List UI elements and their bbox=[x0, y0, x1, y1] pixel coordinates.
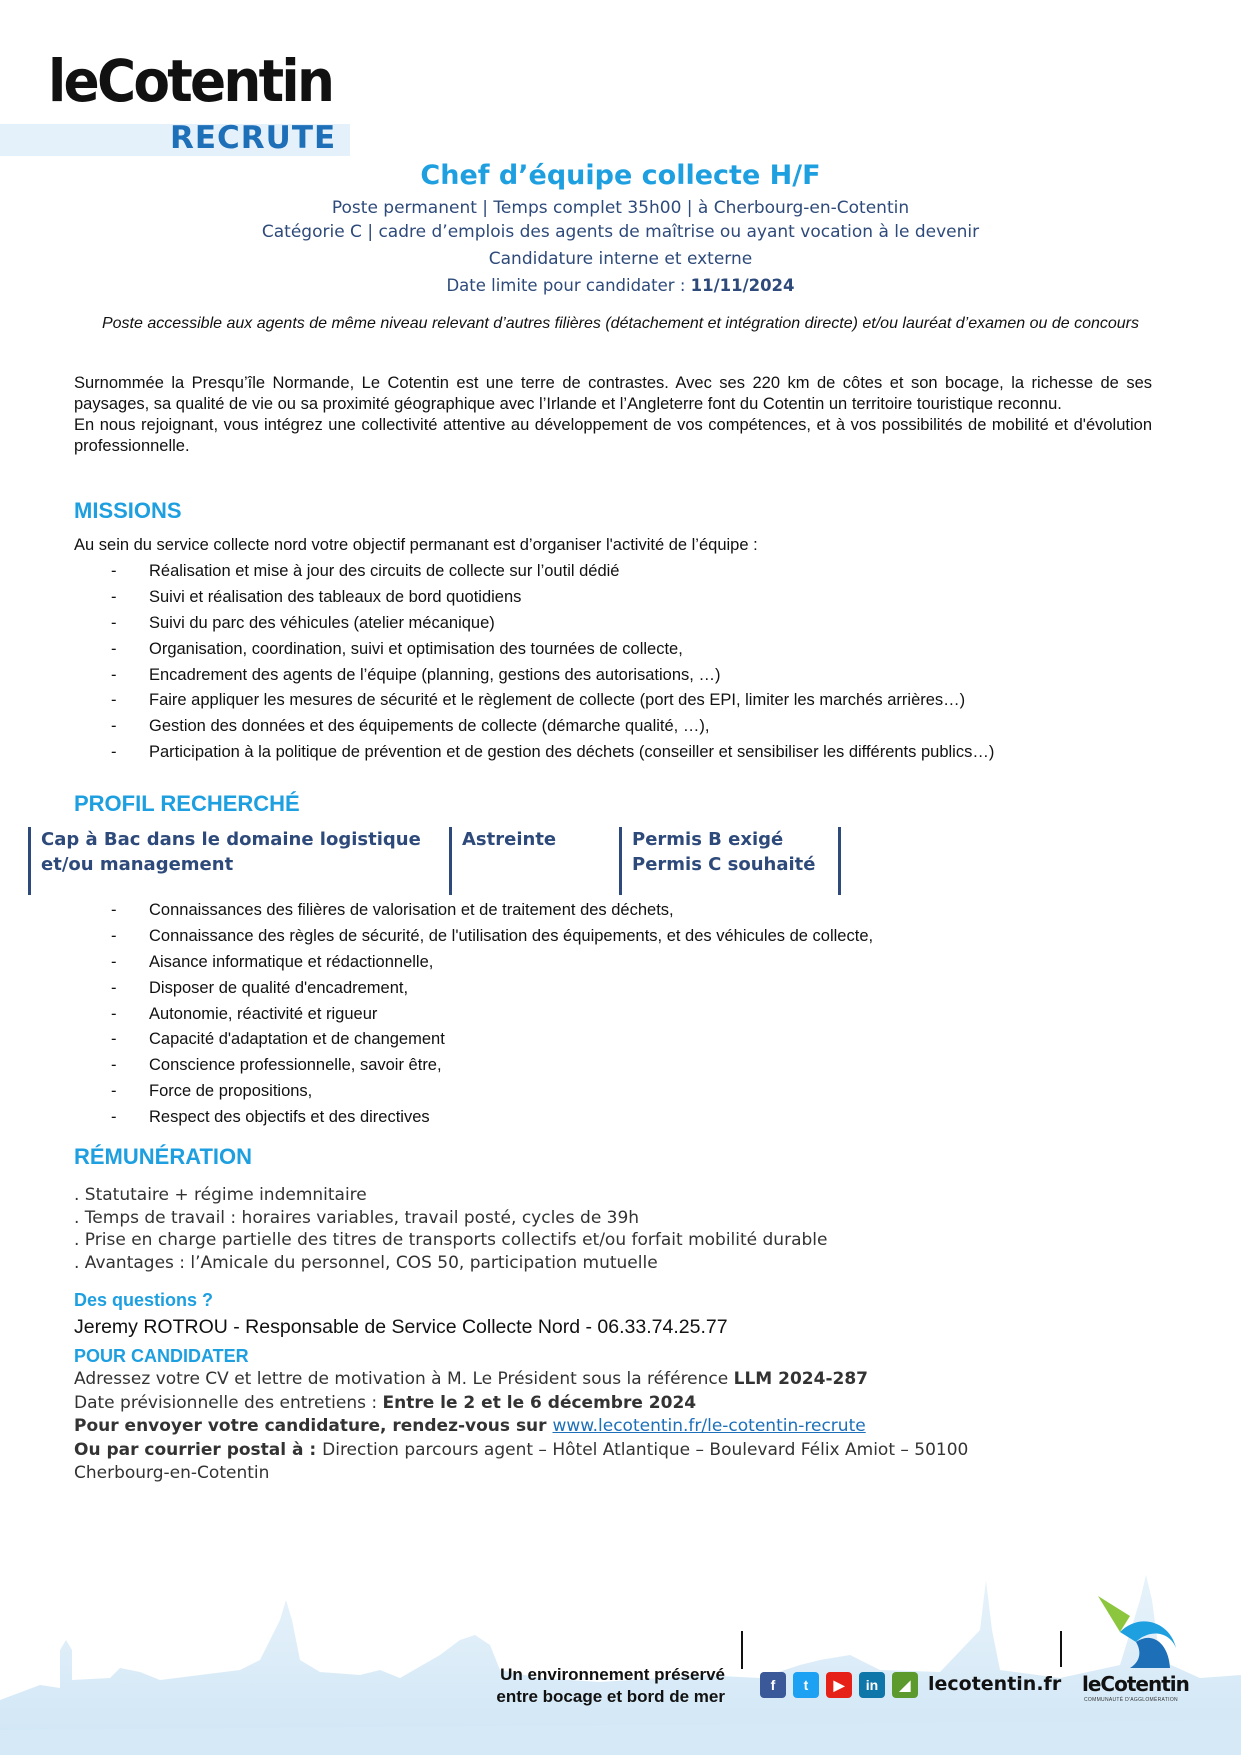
footer-site[interactable]: lecotentin.fr bbox=[928, 1673, 1062, 1695]
profil-box-astreinte bbox=[449, 827, 622, 895]
twitter-icon[interactable]: t bbox=[793, 1672, 819, 1698]
profil-list bbox=[111, 898, 873, 1131]
job-contract-line: Poste permanent | Temps complet 35h00 | à Cherbourg-en-Cotentin bbox=[331, 198, 910, 218]
postal-address: Direction parcours agent – Hôtel Atlantique – Boulevard Félix Amiot – 50100 bbox=[322, 1439, 969, 1460]
list-item: - Connaissances des filières de valorisation et de traitement des déchets, bbox=[111, 898, 873, 924]
linkedin-icon[interactable]: in bbox=[859, 1672, 885, 1698]
youtube-icon[interactable]: ▶ bbox=[826, 1672, 852, 1698]
apply-block bbox=[74, 1368, 1074, 1486]
job-deadline-line bbox=[0, 276, 1241, 295]
facebook-icon[interactable]: f bbox=[760, 1672, 786, 1698]
access-note: Poste accessible aux agents de même niveau relevant d’autres filières (détachement et intégration directe) et/ou lauréat d’examen ou de concours bbox=[101, 315, 1140, 332]
list-item: - Capacité d'adaptation et de changement bbox=[111, 1027, 873, 1053]
tagline-line: Un environnement préservé bbox=[500, 1665, 725, 1684]
list-item: - Autonomie, réactivité et rigueur bbox=[111, 1002, 873, 1028]
list-item: - Gestion des données et des équipements de collecte (démarche qualité, …), bbox=[111, 714, 994, 740]
list-item: - Suivi du parc des véhicules (atelier mécanique) bbox=[111, 611, 994, 637]
list-item: - Conscience professionnelle, savoir être, bbox=[111, 1053, 873, 1079]
footer-divider bbox=[741, 1631, 743, 1669]
deadline-date: 11/11/2024 bbox=[690, 276, 795, 295]
list-item: - Respect des objectifs et des directives bbox=[111, 1105, 873, 1131]
logo-lecotentin: leCotentin bbox=[48, 47, 333, 115]
list-item: - Réalisation et mise à jour des circuits de collecte sur l’outil dédié bbox=[111, 559, 994, 585]
list-item: - Disposer de qualité d'encadrement, bbox=[111, 976, 873, 1002]
apply-reference: LLM 2024-287 bbox=[733, 1369, 868, 1389]
apply-text: Ou par courrier postal à : bbox=[74, 1439, 323, 1460]
apply-line bbox=[74, 1392, 1074, 1416]
list-item: - Force de propositions, bbox=[111, 1079, 873, 1105]
apply-heading: POUR CANDIDATER bbox=[74, 1346, 249, 1366]
job-category-line: Catégorie C | cadre d’emplois des agents de maîtrise ou ayant vocation à le devenir bbox=[261, 222, 980, 242]
tagline-line: entre bocage et bord de mer bbox=[496, 1687, 725, 1706]
apply-text: Adressez votre CV et lettre de motivation à M. Le Président sous la référence bbox=[74, 1369, 734, 1389]
postal-address-city: Cherbourg-en-Cotentin bbox=[74, 1463, 270, 1483]
remuneration-line: . Temps de travail : horaires variables, travail posté, cycles de 39h bbox=[74, 1207, 640, 1228]
remuneration-line: . Avantages : l’Amicale du personnel, COS 50, participation mutuelle bbox=[74, 1252, 658, 1273]
missions-lead: Au sein du service collecte nord votre objectif permanant est d’organiser l'activité de l’équipe : bbox=[74, 536, 758, 554]
apply-line bbox=[74, 1462, 1074, 1486]
list-item: - Aisance informatique et rédactionnelle, bbox=[111, 950, 873, 976]
remuneration-line: . Statutaire + régime indemnitaire bbox=[74, 1185, 367, 1205]
profil-box-line: Permis C souhaité bbox=[632, 854, 816, 875]
job-title: Chef d’équipe collecte H/F bbox=[420, 160, 821, 191]
remuneration-list bbox=[74, 1184, 827, 1274]
missions-heading: MISSIONS bbox=[74, 498, 182, 523]
apply-line bbox=[74, 1415, 1074, 1439]
apply-line bbox=[74, 1368, 1074, 1392]
list-item: - Encadrement des agents de l’équipe (planning, gestions des autorisations, …) bbox=[111, 663, 994, 689]
remuneration-line: . Prise en charge partielle des titres de transports collectifs et/ou forfait mobilité durable bbox=[74, 1230, 828, 1250]
missions-list bbox=[111, 559, 994, 766]
profil-box-line: Astreinte bbox=[462, 829, 557, 850]
footer-divider bbox=[1060, 1631, 1062, 1667]
list-item: - Connaissance des règles de sécurité, de l'utilisation des équipements, et des véhicules de collecte, bbox=[111, 924, 873, 950]
profil-box-line: Permis B exigé bbox=[632, 829, 784, 850]
list-item: - Faire appliquer les mesures de sécurité et le règlement de collecte (port des EPI, limiter les marchés arrières…) bbox=[111, 688, 994, 714]
footer-logo-subtitle: COMMUNAUTÉ D'AGGLOMÉRATION bbox=[1084, 1697, 1178, 1703]
profil-box-permis bbox=[619, 827, 841, 895]
list-item: - Participation à la politique de prévention et de gestion des déchets (conseiller et sensibiliser les différents publics…) bbox=[111, 740, 994, 766]
list-item: - Suivi et réalisation des tableaux de bord quotidiens bbox=[111, 585, 994, 611]
apply-link[interactable]: www.lecotentin.fr/le-cotentin-recrute bbox=[552, 1416, 866, 1436]
profil-heading: PROFIL RECHERCHÉ bbox=[74, 791, 300, 816]
deadline-label: Date limite pour candidater : bbox=[446, 276, 691, 295]
questions-contact: Jeremy ROTROU - Responsable de Service Collecte Nord - 06.33.74.25.77 bbox=[74, 1316, 728, 1338]
intro-paragraph: En nous rejoignant, vous intégrez une collectivité attentive au développement de vos compétences, et à vos possibilités de mobilité et d'évolution professionnelle. bbox=[74, 416, 1152, 455]
footer-logo: leCotentin bbox=[1082, 1672, 1189, 1696]
job-candidature-line: Candidature interne et externe bbox=[488, 249, 753, 269]
apply-text: Pour envoyer votre candidature, rendez-vous sur bbox=[74, 1416, 553, 1436]
list-item: - Organisation, coordination, suivi et optimisation des tournées de collecte, bbox=[111, 637, 994, 663]
footer-logo-mark bbox=[1090, 1592, 1180, 1674]
app-icon[interactable]: ◢ bbox=[892, 1672, 918, 1698]
apply-line bbox=[74, 1439, 1074, 1463]
intro-paragraph: Surnommée la Presqu’île Normande, Le Cotentin est une terre de contrastes. Avec ses 220 km de côtes et son bocage, la richesse de ses paysages, sa qualité de vie ou sa proximité géographique avec l’Irlande et l’Angleterre font du Cotentin un territoire touristique reconnu. bbox=[74, 374, 1152, 413]
profil-box-education bbox=[28, 827, 451, 895]
remuneration-heading: RÉMUNÉRATION bbox=[74, 1144, 253, 1169]
profil-box-line: et/ou management bbox=[41, 854, 234, 875]
apply-text: Date prévisionnelle des entretiens : bbox=[74, 1392, 383, 1413]
logo-recrute: RECRUTE bbox=[170, 120, 337, 156]
profil-box-line: Cap à Bac dans le domaine logistique bbox=[41, 829, 421, 850]
questions-heading: Des questions ? bbox=[74, 1290, 214, 1310]
footer-skyline-illustration bbox=[0, 1560, 1241, 1755]
interview-dates: Entre le 2 et le 6 décembre 2024 bbox=[382, 1392, 697, 1413]
footer-tagline bbox=[440, 1664, 725, 1708]
intro bbox=[74, 373, 1152, 457]
